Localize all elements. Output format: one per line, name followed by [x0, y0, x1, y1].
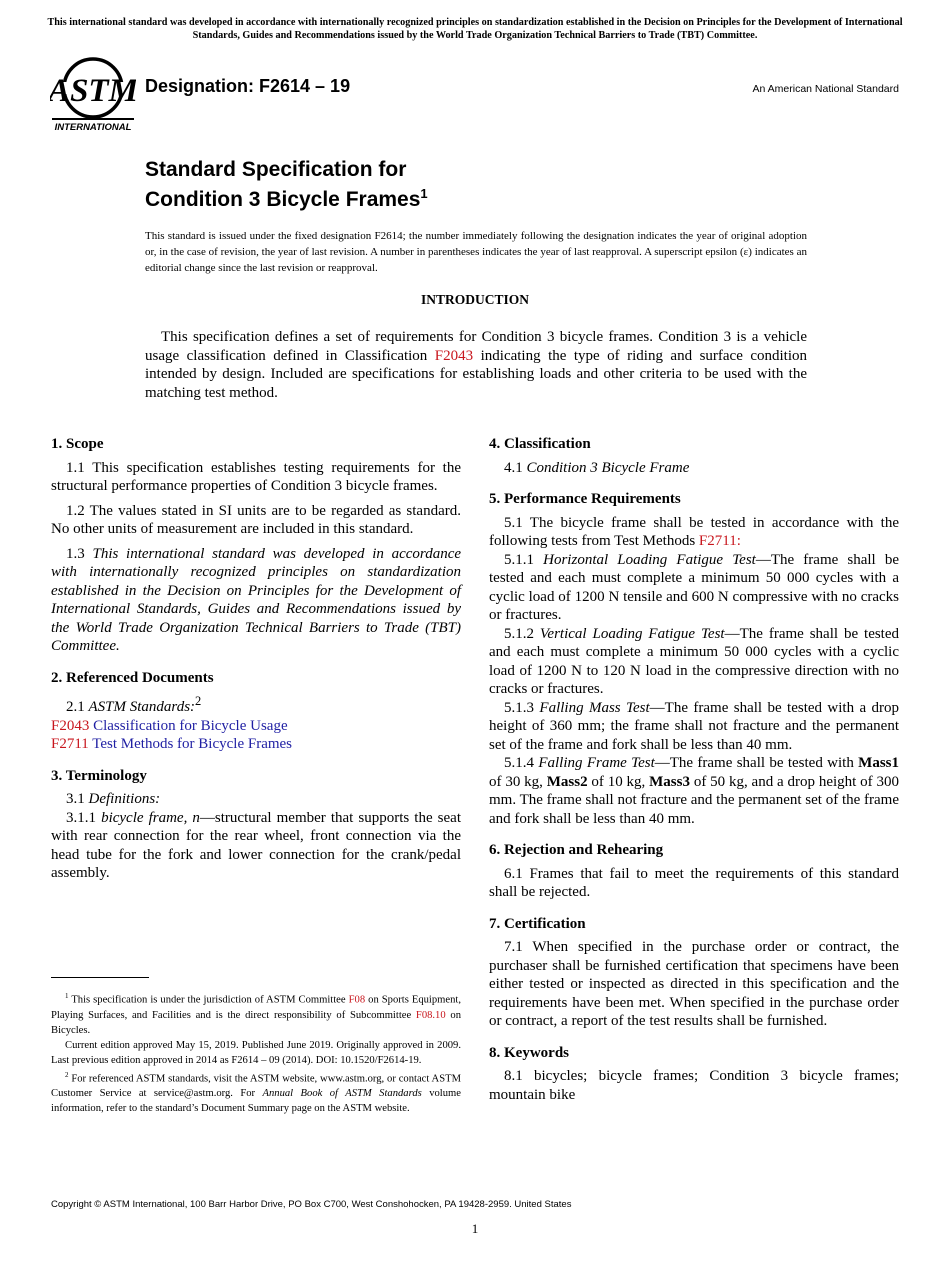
link-f2711[interactable]: F2711 [698, 533, 737, 549]
title-line-2: Condition 3 Bicycle Frames$^1$ [145, 186, 428, 211]
issued-note: This standard is issued under the fixed designation F2614; the number immediately following the designation indicates the year of original adoption or, in the case of revision, the year of last revision. A number in parentheses indicates the year of last reapproval. A superscript epsilon (ε) indicates an editorial change since the last revision or reapproval. [145, 230, 807, 274]
footnote-rule [51, 977, 149, 978]
link-f2043[interactable]: F2043 [434, 347, 474, 364]
tbt-notice: This international standard was developed in accordance with internationally recognized principles on standardization established in the Decision on Principles for the Development of International Standards, Guides and Recommendations issued by the World Trade Organization Technical Barriers to Trade (TBT) Committee. [47, 17, 903, 41]
astm-logo [50, 56, 136, 132]
footnote-1-edition: Current edition approved May 15, 2019. Published June 2019. Originally approved in 2009. Last previous edition approved in 2014 as F2614 – 09 (2014). DOI: 10.1520/F2614-19. [51, 1039, 461, 1066]
terminology-3-1: 3.1 Definitions: [66, 791, 161, 807]
footnotes [51, 989, 461, 1116]
section-referenced-documents [51, 669, 461, 754]
page-title [145, 158, 428, 212]
astm-logo-graphic [50, 56, 136, 132]
section-rejection [489, 841, 899, 902]
title-line-1: Standard Specification for [145, 158, 407, 181]
section-certification [489, 915, 899, 1031]
keywords-8-1: 8.1 bicycles; bicycle frames; Condition 3 bicycle frames; mountain bike [489, 1068, 899, 1103]
section-terminology [51, 767, 461, 883]
section-performance [489, 490, 899, 828]
ref-f2043[interactable]: F2043 Classification for Bicycle Usage [51, 717, 288, 734]
keywords-heading: 8. Keywords [489, 1044, 569, 1061]
footnote-1: $^1$ This specification is under the jurisdiction of ASTM Committee F08 on Sports Equipment, Playing Surfaces, and Facilities and is the direct responsibility of Subcommittee F08.10 on Bicycles. [51, 992, 461, 1036]
introduction-heading: INTRODUCTION [420, 292, 529, 307]
classification-4-1: 4.1 Condition 3 Bicycle Frame [504, 459, 690, 476]
page-number: 1 [471, 1221, 479, 1236]
title-footnote-mark: 1 [420, 186, 428, 201]
certification-heading: 7. Certification [489, 915, 586, 932]
footnote-2: $^2$ For referenced ASTM standards, visit the ASTM website, www.astm.org, or contact ASTM Customer Service at service@astm.org. For Annual Book of ASTM Standards volume information, refer to the standard’s Document Summary page on the ASTM website. [51, 1070, 461, 1115]
terminology-3-1-1: 3.1.1 bicycle frame, n—structural member that supports the seat with rear connection for the rear wheel, front connection via the head tube for the fork and lower connection for the crank/pedal assembly. [51, 809, 461, 881]
copyright: Copyright © ASTM International, 100 Barr Harbor Drive, PO Box C700, West Conshohocken, PA 19428-2959. United States [51, 1199, 572, 1210]
logo-org: INTERNATIONAL [54, 122, 132, 132]
certification-7-1: 7.1 When specified in the purchase order or contract, the purchaser shall be furnished certification that specimens have been either tested or inspected as directed in this specification and the requirements have been met. When specified in the purchase order or contract, a report of the test results shall be furnished. [489, 939, 899, 1029]
left-column [51, 435, 461, 896]
performance-5-1-3: 5.1.3 Falling Mass Test—The frame shall be tested with a drop height of 360 mm; the frame shall not fracture and the permanent set of the frame and fork shall be less than 40 mm. [489, 699, 900, 753]
section-scope [51, 435, 461, 656]
link-f08-10[interactable]: F08.10 [415, 1009, 446, 1021]
section-classification [489, 435, 899, 477]
performance-5-1-4: 5.1.4 Falling Frame Test—The frame shall be tested with Mass1 of 30 kg, Mass2 of 10 kg, Mass3 of 50 kg, and a drop height of 300 mm. The frame shall not fracture and the permanent set of the frame and fork shall be less than 40 mm. [489, 755, 899, 827]
american-national-standard: An American National Standard [752, 83, 899, 95]
section-keywords [489, 1044, 899, 1105]
performance-5-1: 5.1 The bicycle frame shall be tested in accordance with the following tests from Test Methods F2711: [489, 514, 899, 549]
ref-f2711[interactable]: F2711 Test Methods for Bicycle Frames [51, 736, 293, 752]
classification-heading: 4. Classification [489, 436, 591, 452]
logo-letters: ASTM [50, 73, 136, 109]
referenced-heading: 2. Referenced Documents [51, 669, 214, 686]
performance-5-1-1: 5.1.1 Horizontal Loading Fatigue Test—The frame shall be tested and each must complete a minimum 50 000 cycles with a cyclic load of 1200 N tensile and 600 N compressive with no cracks or fractures. [489, 551, 900, 623]
link-f08[interactable]: F08 [348, 994, 366, 1006]
scope-1-2: 1.2 The values stated in SI units are to be regarded as standard. No other units of measurement are included in this standard. [51, 502, 461, 537]
scope-1-3: 1.3 This international standard was developed in accordance with internationally recognized principles on standardization established in the Decision on Principles for the Development of International Standards, Guides and Recommendations issued by the World Trade Organization Technical Barriers to Trade (TBT) Committee. [51, 545, 462, 654]
designation: Designation: F2614 – 19 [145, 76, 351, 96]
scope-1-1: 1.1 This specification establishes testing requirements for the structural performance properties of Condition 3 bicycle frames. [51, 459, 461, 494]
rejection-6-1: 6.1 Frames that fail to meet the requirements of this standard shall be rejected. [489, 865, 899, 900]
performance-heading: 5. Performance Requirements [489, 491, 681, 507]
referenced-2-1: 2.1 ASTM Standards:$^2$ [66, 694, 202, 715]
scope-heading: 1. Scope [51, 436, 104, 452]
rejection-heading: 6. Rejection and Rehearing [489, 842, 664, 858]
terminology-heading: 3. Terminology [51, 767, 147, 784]
introduction-text: This specification defines a set of requirements for Condition 3 bicycle frames. Condition 3 is a vehicle usage classification defined in Classification F2043 indicating the type of riding and surface condition intended by design. Included are specifications for establishing loads and other criteria to be used with the matching test method. [145, 329, 807, 401]
performance-5-1-2: 5.1.2 Vertical Loading Fatigue Test—The frame shall be tested and each must complete a minimum 50 000 cycles with a cyclic load of 1200 N to 120 N load in the compressive direction with no cracks or fractures. [489, 625, 900, 697]
right-column [489, 435, 899, 1117]
